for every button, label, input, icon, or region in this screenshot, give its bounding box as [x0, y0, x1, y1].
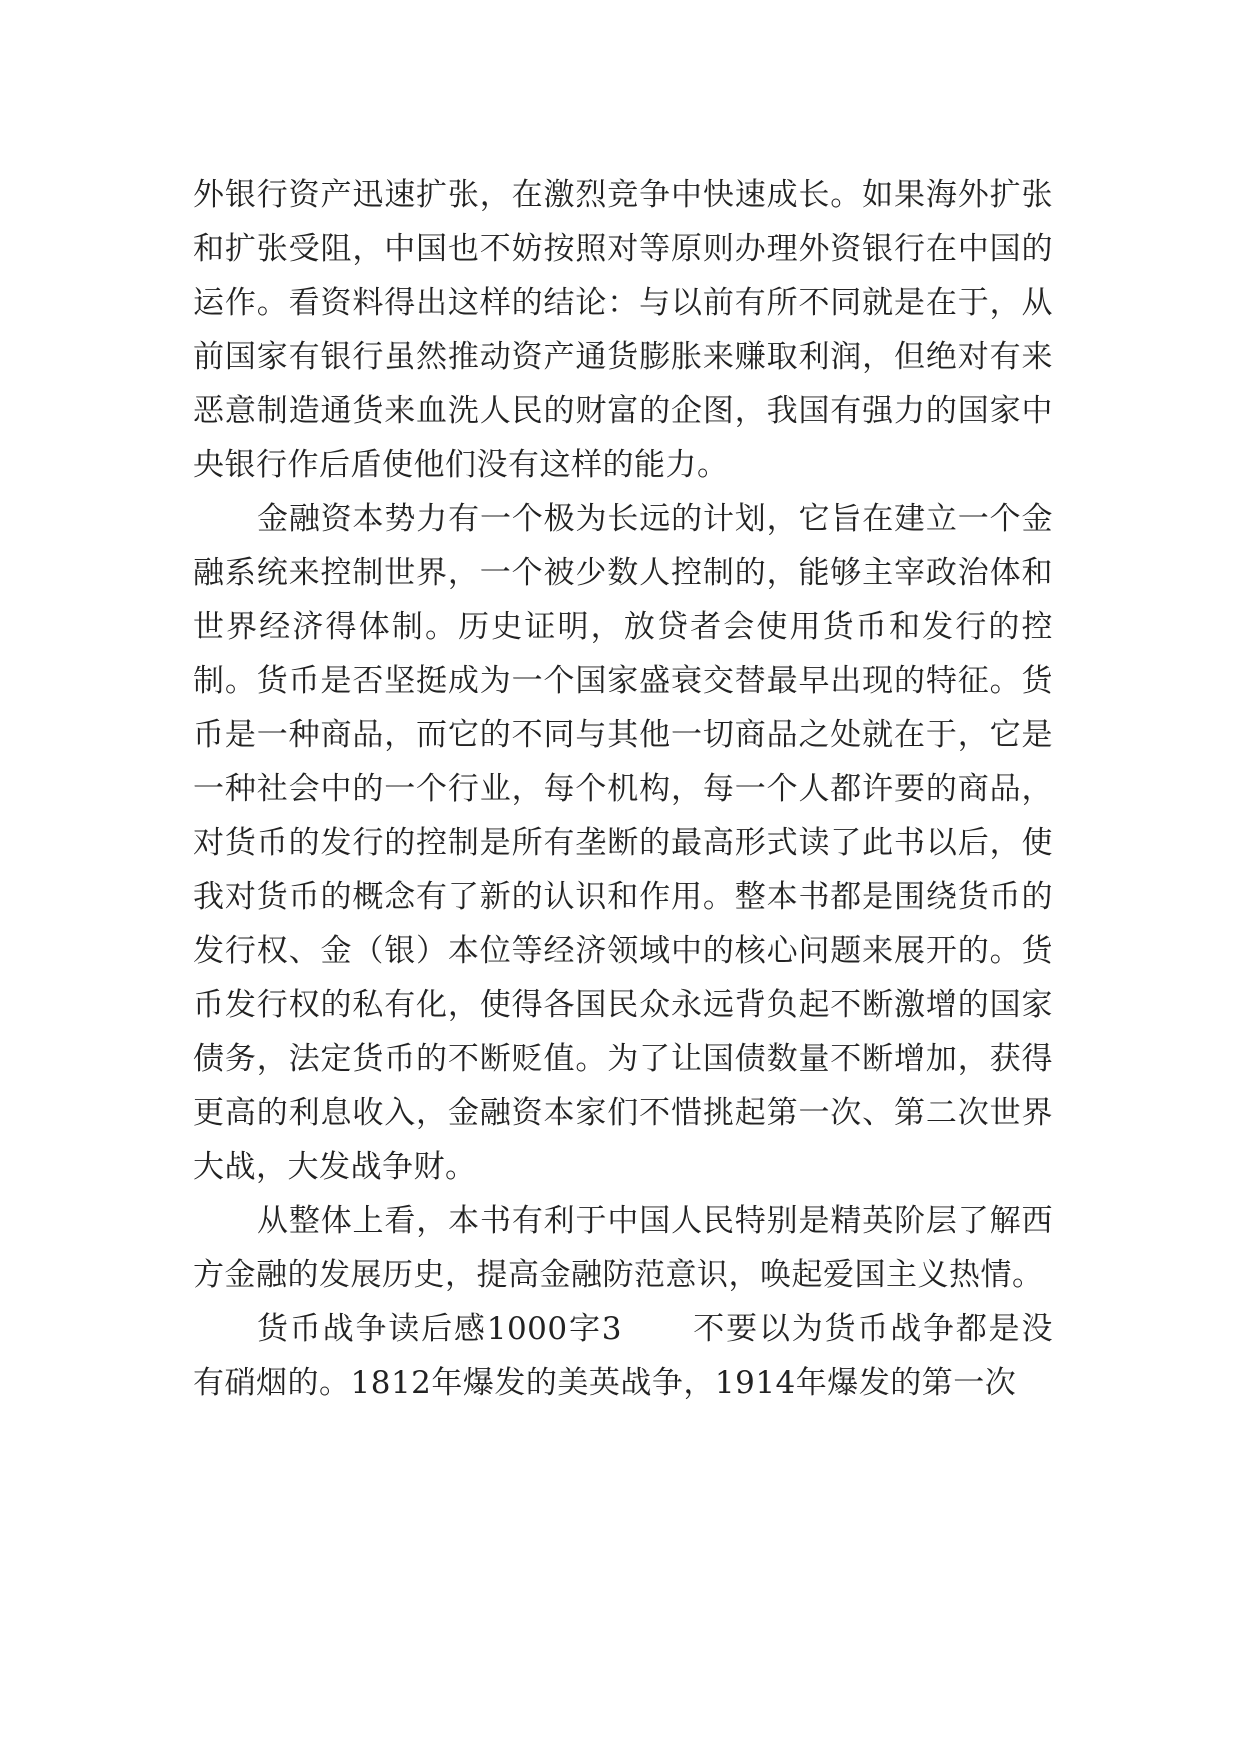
paragraph-4	[193, 1302, 1053, 1410]
paragraph-1: 外银行资产迅速扩张，在激烈竞争中快速成长。如果海外扩张和扩张受阻，中国也不妨按照对等原则办理外资银行在中国的运作。看资料得出这样的结论：与以前有所不同就是在于，从前国家有银行虽然推动资产通货膨胀来赚取利润，但绝对有来恶意制造通货来血洗人民的财富的企图，我国有强力的国家中央银行作后盾使他们没有这样的能力。	[193, 177, 1053, 483]
paragraph-2: 金融资本势力有一个极为长远的计划，它旨在建立一个金融系统来控制世界，一个被少数人控制的，能够主宰政治体和世界经济得体制。历史证明，放贷者会使用货币和发行的控制。货币是否坚挺成为一个国家盛衰交替最早出现的特征。货币是一种商品，而它的不同与其他一切商品之处就在于，它是一种社会中的一个行业，每个机构，每一个人都许要的商品，对货币的发行的控制是所有垄断的最高形式读了此书以后，使我对货币的概念有了新的认识和作用。整本书都是围绕货币的发行权、金（银）本位等经济领域中的核心问题来展开的。货币发行权的私有化，使得各国民众永远背负起不断激增的国家债务，法定货币的不断贬值。为了让国债数量不断增加，获得更高的利息收入，金融资本家们不惜挑起第一次、第二次世界大战，大发战争财。	[193, 501, 1053, 1185]
section-heading: 货币战争读后感1000字3	[257, 1311, 622, 1347]
document-body	[193, 168, 1053, 1410]
paragraph-3: 从整体上看，本书有利于中国人民特别是精英阶层了解西方金融的发展历史，提高金融防范意识，唤起爱国主义热情。	[193, 1203, 1053, 1293]
paragraph-4-text: 不要以为货币战争都是没有硝烟的。1812年爆发的美英战争，1914年爆发的第一次	[193, 1311, 1053, 1401]
